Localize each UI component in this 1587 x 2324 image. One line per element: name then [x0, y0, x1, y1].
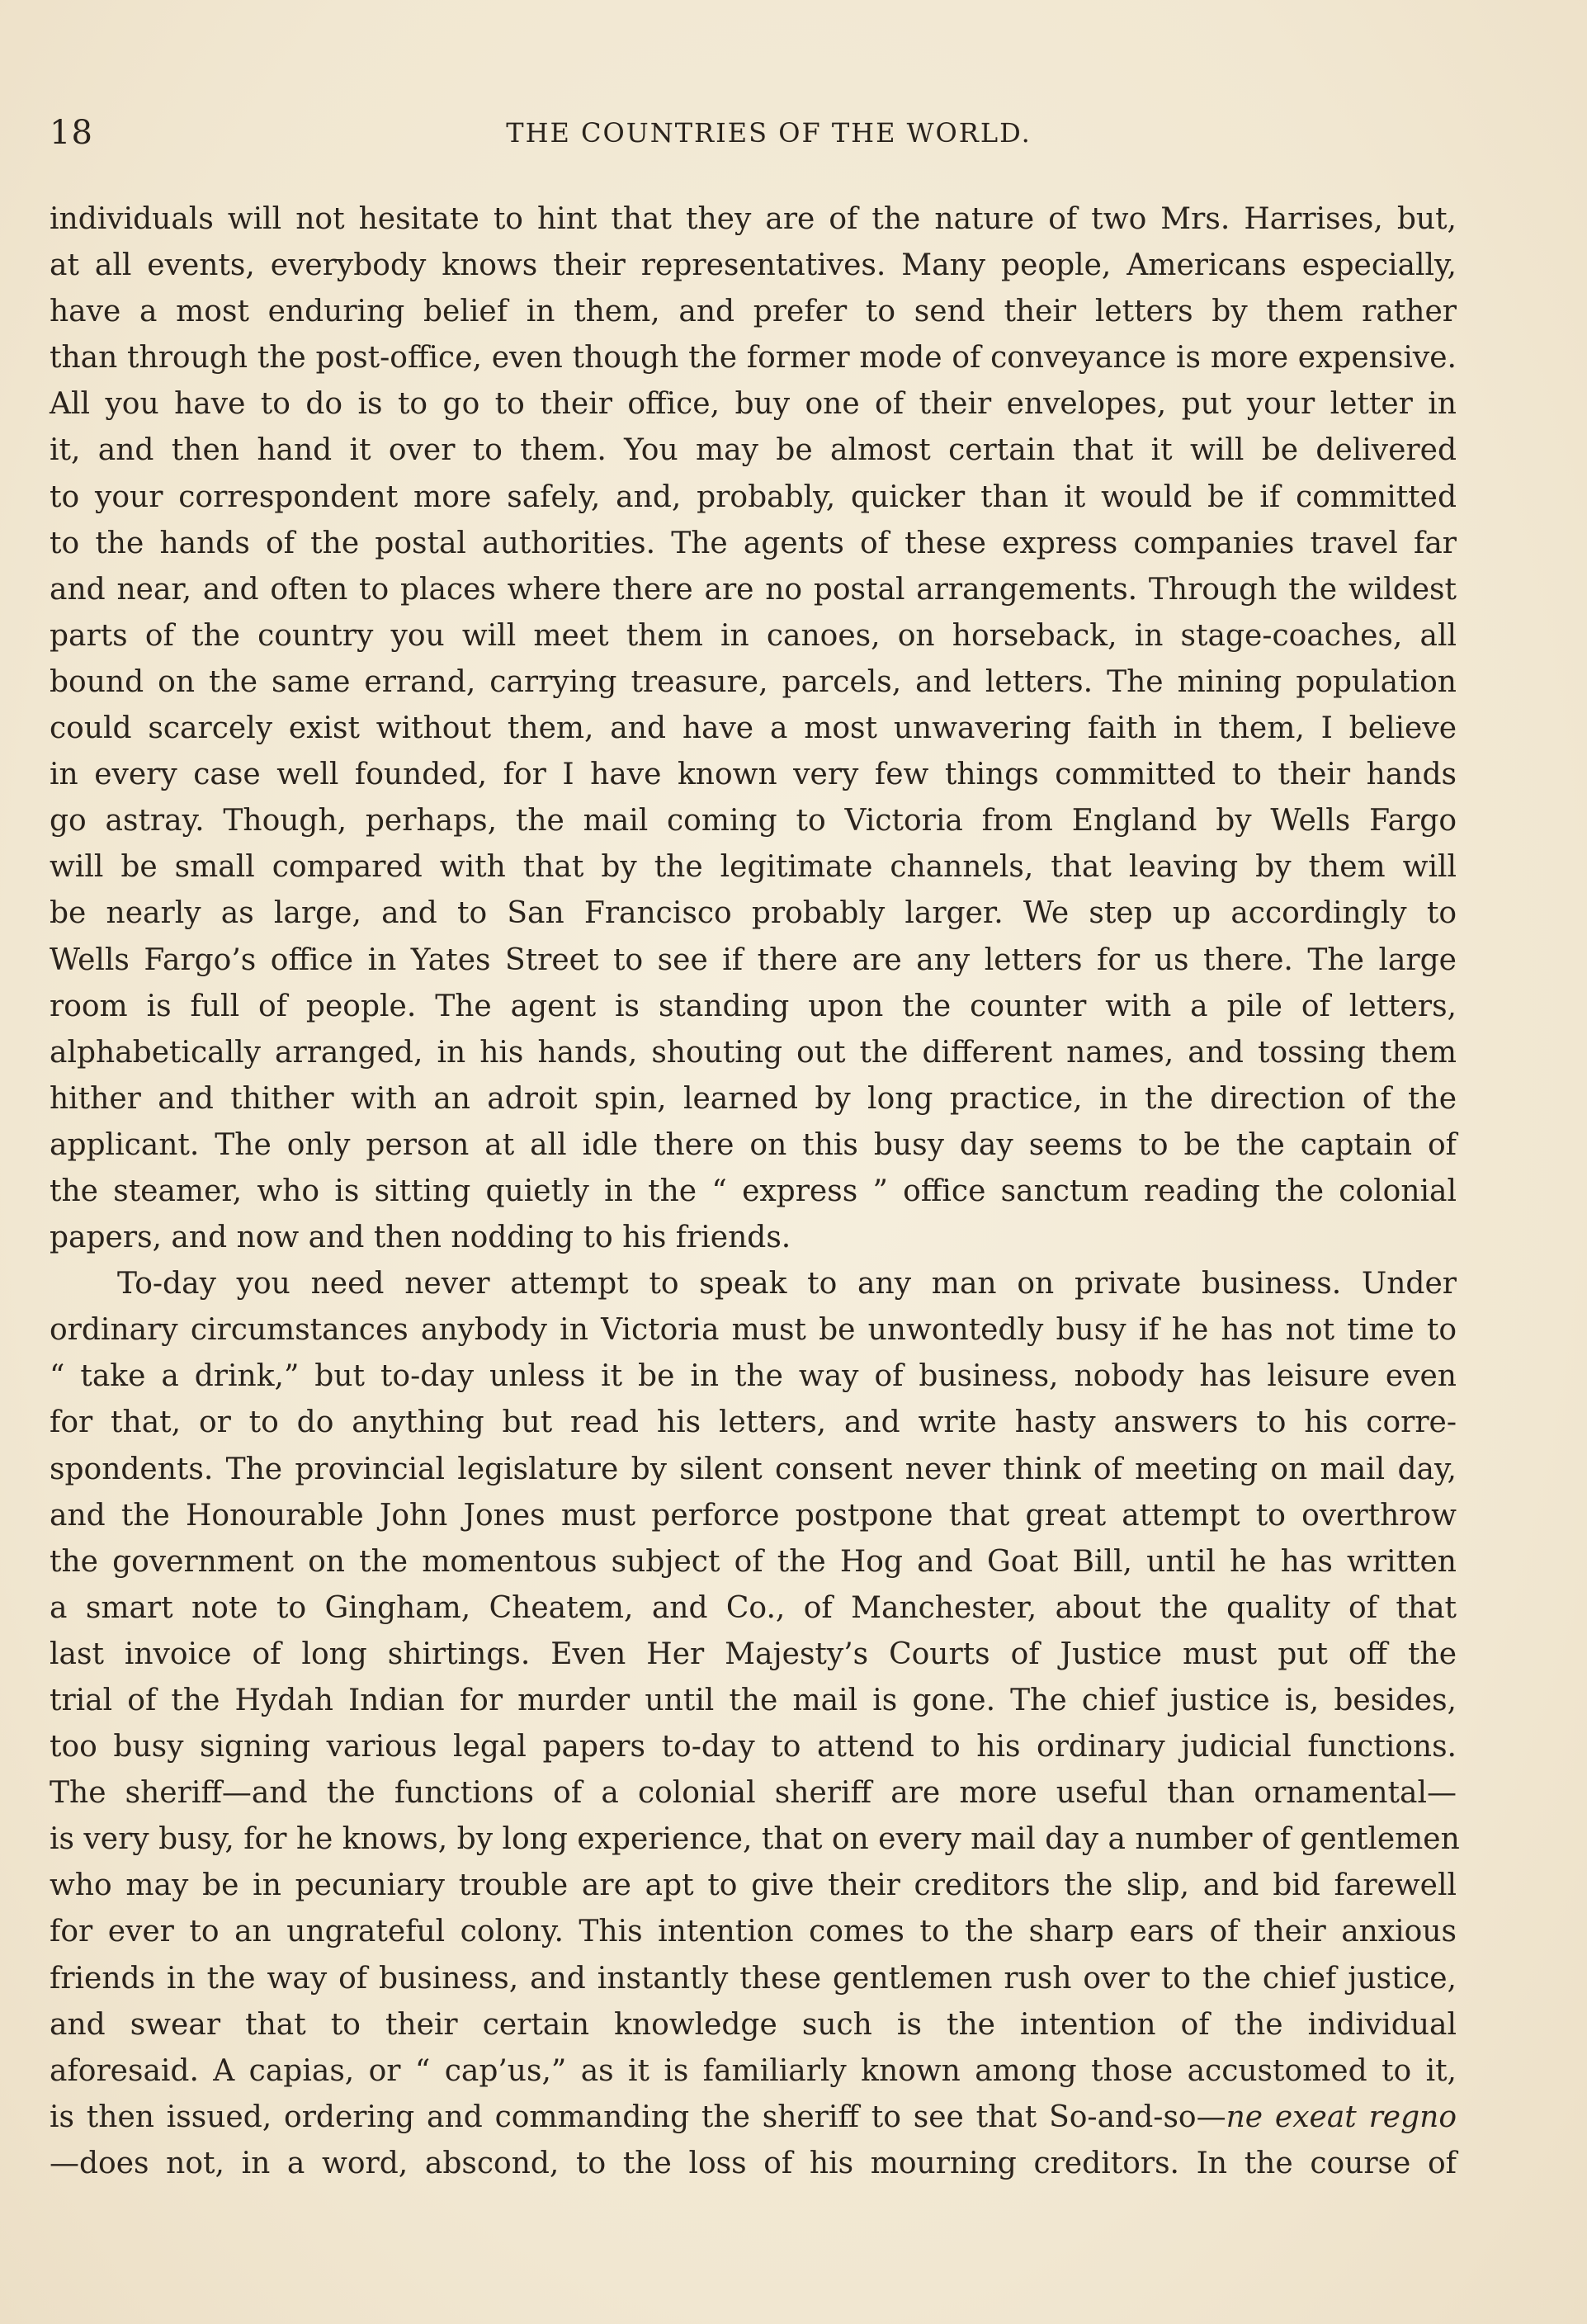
- text-line: To-day you need never attempt to speak to any man on private business. Under: [117, 1267, 1457, 1301]
- text-line: bound on the same errand, carrying treasure, parcels, and letters. The mining population: [50, 664, 1457, 699]
- text-line: who may be in pecuniary trouble are apt to give their creditors the slip, and bid farewell: [50, 1868, 1457, 1903]
- page-header: [50, 114, 1455, 163]
- text-line: could scarcely exist without them, and have a most unwavering faith in them, I believe: [50, 711, 1457, 746]
- text-line: parts of the country you will meet them in canoes, on horseback, in stage-coaches, all: [50, 618, 1457, 653]
- page-number: 18: [50, 114, 93, 152]
- text-line: the government on the momentous subject of the Hog and Goat Bill, until he has written: [50, 1544, 1457, 1579]
- text-line: for that, or to do anything but read his letters, and write hasty answers to his corre-: [50, 1405, 1457, 1440]
- text-line: The sheriff—and the functions of a colonial sheriff are more useful than ornamental—: [50, 1776, 1457, 1811]
- text-line: ordinary circumstances anybody in Victoria must be unwontedly busy if he has not time to: [50, 1313, 1457, 1348]
- text-line: —does not, in a word, abscond, to the loss of his mourning creditors. In the course of: [50, 2146, 1457, 2180]
- text-line-start: is then issued, ordering and commanding the sheriff to see that So-and-so—: [50, 2100, 1226, 2134]
- text-line: go astray. Though, perhaps, the mail coming to Victoria from England by Wells Fargo: [50, 804, 1457, 838]
- text-line: and swear that to their certain knowledge such is the intention of the individual: [50, 2007, 1457, 2042]
- text-line: and near, and often to places where there are no postal arrangements. Through the wildest: [50, 572, 1457, 607]
- text-line: at all events, everybody knows their representatives. Many people, Americans especially,: [50, 248, 1457, 283]
- text-line: than through the post-office, even though the former mode of conveyance is more expensive.: [50, 341, 1457, 376]
- text-line: hither and thither with an adroit spin, learned by long practice, in the direction of the: [50, 1081, 1457, 1116]
- text-line: be nearly as large, and to San Francisco probably larger. We step up accordingly to: [50, 896, 1457, 931]
- text-line: have a most enduring belief in them, and prefer to send their letters by them rather: [50, 295, 1457, 329]
- text-line: papers, and now and then nodding to his friends.: [50, 1221, 791, 1255]
- text-line: room is full of people. The agent is standing upon the counter with a pile of letters,: [50, 989, 1457, 1023]
- text-line: will be small compared with that by the legitimate channels, that leaving by them will: [50, 850, 1457, 885]
- text-line: and the Honourable John Jones must perforce postpone that great attempt to overthrow: [50, 1498, 1457, 1533]
- text-line: friends in the way of business, and instantly these gentlemen rush over to the chief justice,: [50, 1961, 1457, 1996]
- text-line: aforesaid. A capias, or “ cap’us,” as it is familiarly known among those accustomed to it,: [50, 2053, 1457, 2088]
- paragraph-express-companies: [50, 196, 1457, 1261]
- body-text: [50, 196, 1460, 2187]
- text-line-with-latin: [50, 2095, 1457, 2141]
- text-line: individuals will not hesitate to hint that they are of the nature of two Mrs. Harrises, but,: [50, 202, 1457, 236]
- text-line: trial of the Hydah Indian for murder until the mail is gone. The chief justice is, besides,: [50, 1684, 1457, 1717]
- text-line: for ever to an ungrateful colony. This intention comes to the sharp ears of their anxious: [50, 1915, 1457, 1949]
- text-line: alphabetically arranged, in his hands, shouting out the different names, and tossing them: [50, 1035, 1457, 1070]
- text-line: spondents. The provincial legislature by silent consent never think of meeting on mail day,: [50, 1452, 1457, 1486]
- text-line: All you have to do is to go to their office, buy one of their envelopes, put your letter in: [50, 387, 1457, 422]
- paragraph-mail-day: [50, 1261, 1460, 2187]
- text-line: applicant. The only person at all idle there on this busy day seems to be the captain of: [50, 1127, 1457, 1162]
- text-line: in every case well founded, for I have known very few things committed to their hands: [50, 758, 1457, 792]
- text-line: is very busy, for he knows, by long experience, that on every mail day a number of gentlemen: [50, 1822, 1460, 1857]
- text-line: too busy signing various legal papers to-day to attend to his ordinary judicial functions.: [50, 1730, 1457, 1764]
- text-line: the steamer, who is sitting quietly in the “ express ” office sanctum reading the colonial: [50, 1174, 1457, 1208]
- text-line: last invoice of long shirtings. Even Her Majesty’s Courts of Justice must put off the: [50, 1637, 1457, 1671]
- text-line: Wells Fargo’s office in Yates Street to see if there are any letters for us there. The large: [50, 942, 1457, 977]
- text-line: to the hands of the postal authorities. The agents of these express companies travel far: [50, 526, 1457, 560]
- text-line: “ take a drink,” but to-day unless it be in the way of business, nobody has leisure even: [50, 1359, 1457, 1394]
- text-line: to your correspondent more safely, and, probably, quicker than it would be if committed: [50, 479, 1457, 514]
- latin-phrase: ne exeat regno: [1226, 2100, 1457, 2134]
- text-line: it, and then hand it over to them. You may be almost certain that it will be delivered: [50, 433, 1457, 468]
- text-line: a smart note to Gingham, Cheatem, and Co., of Manchester, about the quality of that: [50, 1590, 1457, 1625]
- running-title: THE COUNTRIES OF THE WORLD.: [506, 117, 1032, 149]
